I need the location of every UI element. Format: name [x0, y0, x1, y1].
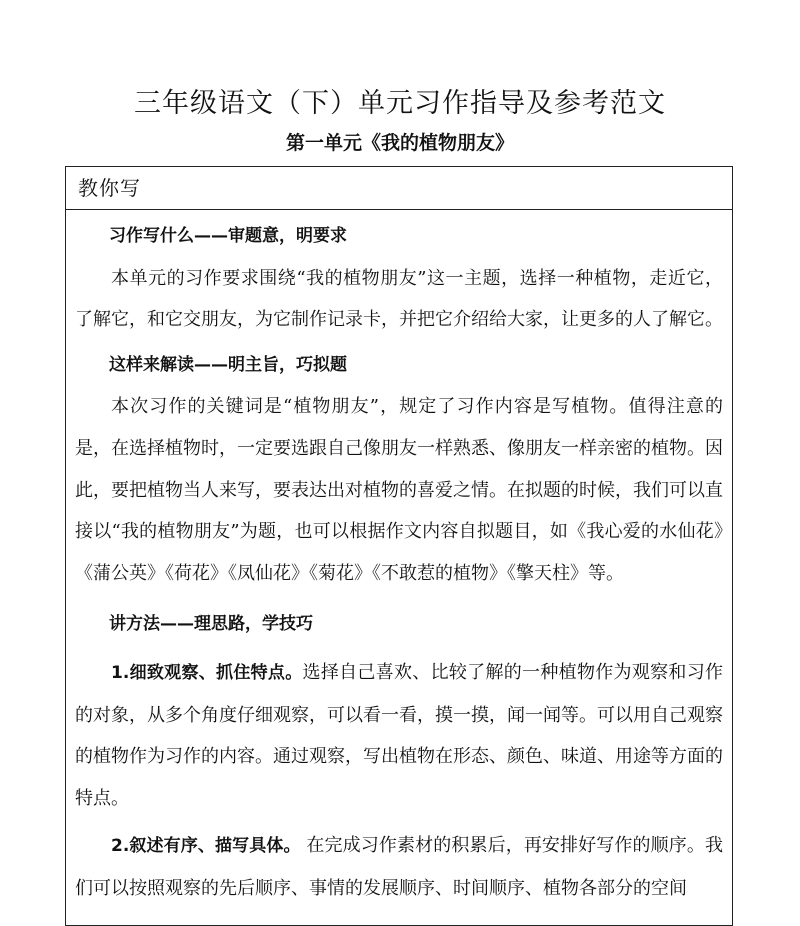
method-item-observe-label: 1.细致观察、抓住特点。	[111, 662, 303, 683]
section-paragraph-interpretation: 本次习作的关键词是“植物朋友”，规定了习作内容是写植物。值得注意的是，在选择植物时，一定要选跟自己像朋友一样熟悉、像朋友一样亲密的植物。因此，要把植物当人来写，要表达出对植物的喜爱之情。在拟题的时候，我们可以直接以“我的植物朋友”为题，也可以根据作文内容自拟题目，如《我心爱的水仙花》《蒲公英》《荷花》《凤仙花》《菊花》《不敢惹的植物》《擎天柱》等。	[75, 396, 723, 584]
section-heading-interpretation: 这样来解读——明主旨，巧拟题	[109, 354, 347, 375]
content-table	[65, 166, 733, 926]
method-item-describe-label: 2.叙述有序、描写具体。	[111, 836, 301, 857]
method-item-describe-text: 在完成习作素材的积累后，再安排好写作的顺序。我们可以按照观察的先后顺序、事情的发展顺序、时间顺序、植物各部分的空间	[75, 835, 723, 899]
method-item-observe	[75, 652, 723, 819]
document-title: 三年级语文（下）单元习作指导及参考范文	[134, 88, 666, 119]
table-header: 教你写	[66, 167, 732, 210]
method-item-describe	[75, 825, 723, 909]
section-paragraph-requirements: 本单元的习作要求围绕“我的植物朋友”这一主题，选择一种植物，走近它，了解它，和它交朋友，为它制作记录卡，并把它介绍给大家，让更多的人了解它。	[75, 267, 723, 331]
section-heading-methods: 讲方法——理思路，学技巧	[109, 614, 313, 635]
table-content	[66, 210, 732, 910]
document-subtitle: 第一单元《我的植物朋友》	[285, 132, 514, 154]
section-heading-what-to-write: 习作写什么——审题意，明要求	[109, 226, 347, 246]
method-item-observe-text: 选择自己喜欢、比较了解的一种植物作为观察和习作的对象，从多个角度仔细观察，可以看一看，摸一摸，闻一闻等。可以用自己观察的植物作为习作的内容。通过观察，写出植物在形态、颜色、味道、用途等方面的特点。	[75, 661, 723, 809]
